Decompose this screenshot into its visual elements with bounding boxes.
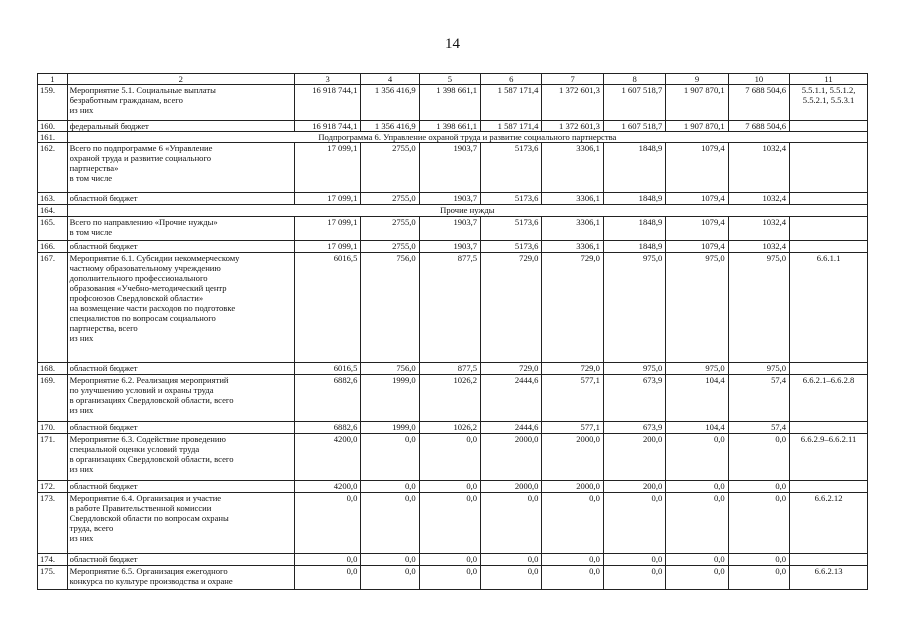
- amount-cell: 1 907 870,1: [666, 121, 728, 132]
- row-number: 161.: [38, 132, 68, 143]
- description-line: Мероприятие 6.4. Организация и участие: [69, 493, 222, 503]
- amount-cell: 0,0: [666, 493, 728, 554]
- amount-cell: 3306,1: [542, 241, 603, 253]
- description-line: Всего по подпрограмме 6 «Управление: [69, 143, 213, 153]
- description-line: из них: [69, 533, 94, 543]
- amount-cell: 1032,4: [728, 143, 789, 193]
- column-number: 11: [790, 74, 868, 85]
- amount-cell: 0,0: [481, 493, 542, 554]
- amount-cell: 17 099,1: [294, 193, 361, 205]
- amount-cell: 0,0: [361, 434, 419, 481]
- description-line: областной бюджет: [69, 193, 138, 203]
- amount-cell: 2755,0: [361, 217, 419, 241]
- amount-cell: 3306,1: [542, 143, 603, 193]
- amount-cell: 200,0: [603, 481, 665, 493]
- amount-cell: 1026,2: [419, 375, 480, 422]
- amount-cell: 729,0: [481, 363, 542, 375]
- amount-cell: 3306,1: [542, 217, 603, 241]
- amount-cell: 1999,0: [361, 375, 419, 422]
- amount-cell: 17 099,1: [294, 143, 361, 193]
- description-line: Мероприятие 6.3. Содействие проведению: [69, 434, 226, 444]
- amount-cell: 0,0: [728, 493, 789, 554]
- amount-cell: 3306,1: [542, 193, 603, 205]
- amount-cell: 756,0: [361, 363, 419, 375]
- column-number: 2: [67, 74, 294, 85]
- row-description: [67, 193, 294, 205]
- table-row: [38, 422, 868, 434]
- amount-cell: 0,0: [419, 554, 480, 566]
- description-line: образования «Учебно-методический центр: [69, 283, 227, 293]
- column-number: 9: [666, 74, 728, 85]
- description-line: областной бюджет: [69, 241, 138, 251]
- amount-cell: 0,0: [666, 481, 728, 493]
- amount-cell: 729,0: [481, 253, 542, 363]
- amount-cell: 2000,0: [481, 481, 542, 493]
- target-indicator-ref: [790, 253, 868, 363]
- amount-cell: 17 099,1: [294, 241, 361, 253]
- description-line: областной бюджет: [69, 422, 138, 432]
- row-number: 167.: [38, 253, 68, 363]
- amount-cell: 1 356 416,9: [361, 85, 419, 121]
- amount-cell: 5173,6: [481, 241, 542, 253]
- amount-cell: 6016,5: [294, 363, 361, 375]
- description-line: по улучшению условий и охраны труда: [69, 385, 214, 395]
- target-indicator-ref: [790, 193, 868, 205]
- row-description: [67, 85, 294, 121]
- amount-cell: 0,0: [361, 481, 419, 493]
- description-line: Мероприятие 6.2. Реализация мероприятий: [69, 375, 229, 385]
- description-line: областной бюджет: [69, 481, 138, 491]
- column-number: 4: [361, 74, 419, 85]
- amount-cell: 0,0: [419, 481, 480, 493]
- amount-cell: 577,1: [542, 375, 603, 422]
- column-number: 5: [419, 74, 480, 85]
- amount-cell: 0,0: [603, 566, 665, 590]
- target-indicator-ref: [790, 143, 868, 193]
- target-indicator-ref: [790, 121, 868, 132]
- description-line: областной бюджет: [69, 363, 138, 373]
- row-description: [67, 121, 294, 132]
- amount-cell: 1903,7: [419, 217, 480, 241]
- description-line: из них: [69, 405, 94, 415]
- amount-cell: 1903,7: [419, 193, 480, 205]
- ref-line: 6.6.2.12: [814, 493, 843, 503]
- description-line: партнерства, всего: [69, 323, 138, 333]
- description-line: Всего по направлению «Прочие нужды»: [69, 217, 218, 227]
- ref-line: 6.6.2.9–6.6.2.11: [800, 434, 857, 444]
- amount-cell: 2755,0: [361, 241, 419, 253]
- amount-cell: 0,0: [603, 493, 665, 554]
- amount-cell: 1999,0: [361, 422, 419, 434]
- table-row: [38, 143, 868, 193]
- amount-cell: 0,0: [419, 434, 480, 481]
- target-indicator-ref: [790, 434, 868, 481]
- amount-cell: 1 372 601,3: [542, 85, 603, 121]
- amount-cell: 0,0: [666, 434, 728, 481]
- amount-cell: 1 587 171,4: [481, 85, 542, 121]
- description-line: Мероприятие 5.1. Социальные выплаты: [69, 85, 216, 95]
- table-row: [38, 193, 868, 205]
- table-row: [38, 363, 868, 375]
- amount-cell: 104,4: [666, 422, 728, 434]
- amount-cell: 975,0: [603, 253, 665, 363]
- row-number: 172.: [38, 481, 68, 493]
- amount-cell: 877,5: [419, 363, 480, 375]
- table-row: [38, 85, 868, 121]
- description-line: в организациях Свердловской области, всего: [69, 395, 234, 405]
- amount-cell: 673,9: [603, 422, 665, 434]
- amount-cell: 577,1: [542, 422, 603, 434]
- amount-cell: 0,0: [294, 493, 361, 554]
- target-indicator-ref: [790, 241, 868, 253]
- amount-cell: 975,0: [666, 253, 728, 363]
- amount-cell: 1 607 518,7: [603, 121, 665, 132]
- amount-cell: 57,4: [728, 375, 789, 422]
- table-row: [38, 241, 868, 253]
- amount-cell: 6882,6: [294, 375, 361, 422]
- description-line: партнерства»: [69, 163, 119, 173]
- row-number: 162.: [38, 143, 68, 193]
- row-number: 169.: [38, 375, 68, 422]
- column-number: 1: [38, 74, 68, 85]
- table-row: [38, 434, 868, 481]
- amount-cell: 1848,9: [603, 217, 665, 241]
- row-description: [67, 217, 294, 241]
- amount-cell: 0,0: [481, 566, 542, 590]
- table-row: [38, 554, 868, 566]
- amount-cell: 2000,0: [481, 434, 542, 481]
- row-description: [67, 554, 294, 566]
- section-row: [38, 205, 868, 217]
- description-line: в работе Правительственной комиссии: [69, 503, 212, 513]
- amount-cell: 1848,9: [603, 193, 665, 205]
- amount-cell: 0,0: [728, 566, 789, 590]
- column-number: 3: [294, 74, 361, 85]
- amount-cell: 0,0: [542, 554, 603, 566]
- amount-cell: 5173,6: [481, 193, 542, 205]
- amount-cell: 0,0: [419, 493, 480, 554]
- target-indicator-ref: [790, 493, 868, 554]
- description-line: из них: [69, 105, 94, 115]
- description-line: труда, всего: [69, 523, 114, 533]
- amount-cell: 877,5: [419, 253, 480, 363]
- row-number: 171.: [38, 434, 68, 481]
- row-description: [67, 481, 294, 493]
- description-line: на возмещение части расходов по подготовке: [69, 303, 236, 313]
- row-description: [67, 363, 294, 375]
- amount-cell: 57,4: [728, 422, 789, 434]
- table-row: [38, 493, 868, 554]
- description-line: федеральный бюджет: [69, 121, 149, 131]
- description-line: в организациях Свердловской области, всего: [69, 454, 234, 464]
- amount-cell: 2755,0: [361, 193, 419, 205]
- amount-cell: 0,0: [603, 554, 665, 566]
- amount-cell: 1032,4: [728, 193, 789, 205]
- row-number: 159.: [38, 85, 68, 121]
- amount-cell: 2444,6: [481, 375, 542, 422]
- amount-cell: 0,0: [666, 554, 728, 566]
- target-indicator-ref: [790, 554, 868, 566]
- amount-cell: 1 587 171,4: [481, 121, 542, 132]
- amount-cell: 0,0: [542, 566, 603, 590]
- section-title: Подпрограмма 6. Управление охраной труда и развитие социального партнерства: [67, 132, 867, 143]
- amount-cell: 6016,5: [294, 253, 361, 363]
- amount-cell: 0,0: [419, 566, 480, 590]
- ref-line: 5.5.1.1, 5.5.1.2,: [801, 85, 856, 95]
- column-number: 8: [603, 74, 665, 85]
- amount-cell: 1079,4: [666, 241, 728, 253]
- row-number: 173.: [38, 493, 68, 554]
- row-number: 163.: [38, 193, 68, 205]
- amount-cell: 16 918 744,1: [294, 85, 361, 121]
- amount-cell: 0,0: [666, 566, 728, 590]
- row-number: 160.: [38, 121, 68, 132]
- amount-cell: 0,0: [361, 554, 419, 566]
- amount-cell: 0,0: [728, 481, 789, 493]
- amount-cell: 4200,0: [294, 481, 361, 493]
- row-description: [67, 493, 294, 554]
- row-number: 175.: [38, 566, 68, 590]
- row-number: 170.: [38, 422, 68, 434]
- column-number: 7: [542, 74, 603, 85]
- amount-cell: 4200,0: [294, 434, 361, 481]
- amount-cell: 5173,6: [481, 217, 542, 241]
- description-line: Мероприятие 6.1. Субсидии некоммерческому: [69, 253, 240, 263]
- ref-line: 5.5.2.1, 5.5.3.1: [802, 95, 855, 105]
- target-indicator-ref: [790, 481, 868, 493]
- amount-cell: 673,9: [603, 375, 665, 422]
- target-indicator-ref: [790, 217, 868, 241]
- column-number-row: [38, 74, 868, 85]
- amount-cell: 2755,0: [361, 143, 419, 193]
- description-line: конкурса по культуре производства и охране: [69, 576, 233, 586]
- amount-cell: 2000,0: [542, 481, 603, 493]
- target-indicator-ref: [790, 363, 868, 375]
- description-line: в том числе: [69, 227, 113, 237]
- description-line: Свердловской области по вопросам охраны: [69, 513, 229, 523]
- amount-cell: 975,0: [728, 253, 789, 363]
- description-line: специальной оценки условий труда: [69, 444, 200, 454]
- amount-cell: 0,0: [361, 566, 419, 590]
- table-row: [38, 566, 868, 590]
- amount-cell: 0,0: [542, 493, 603, 554]
- amount-cell: 1 398 661,1: [419, 121, 480, 132]
- description-line: Мероприятие 6.5. Организация ежегодного: [69, 566, 228, 576]
- amount-cell: 1903,7: [419, 143, 480, 193]
- description-line: специалистов по вопросам социального: [69, 313, 216, 323]
- amount-cell: 1 607 518,7: [603, 85, 665, 121]
- amount-cell: 0,0: [294, 554, 361, 566]
- amount-cell: 6882,6: [294, 422, 361, 434]
- table-row: [38, 217, 868, 241]
- amount-cell: 1079,4: [666, 193, 728, 205]
- amount-cell: 1848,9: [603, 143, 665, 193]
- target-indicator-ref: [790, 422, 868, 434]
- row-number: 168.: [38, 363, 68, 375]
- program-financing-table: [37, 73, 868, 590]
- amount-cell: 0,0: [294, 566, 361, 590]
- target-indicator-ref: [790, 566, 868, 590]
- ref-line: 6.6.2.13: [814, 566, 843, 576]
- amount-cell: 975,0: [728, 363, 789, 375]
- section-row: [38, 132, 868, 143]
- amount-cell: 1079,4: [666, 143, 728, 193]
- amount-cell: 0,0: [361, 493, 419, 554]
- row-description: [67, 253, 294, 363]
- description-line: из них: [69, 464, 94, 474]
- amount-cell: 2444,6: [481, 422, 542, 434]
- amount-cell: 729,0: [542, 363, 603, 375]
- description-line: областной бюджет: [69, 554, 138, 564]
- description-line: безработным гражданам, всего: [69, 95, 183, 105]
- amount-cell: 975,0: [603, 363, 665, 375]
- target-indicator-ref: [790, 85, 868, 121]
- row-number: 166.: [38, 241, 68, 253]
- amount-cell: 200,0: [603, 434, 665, 481]
- row-description: [67, 422, 294, 434]
- table-row: [38, 481, 868, 493]
- page-number: 14: [445, 36, 460, 52]
- amount-cell: 1032,4: [728, 217, 789, 241]
- target-indicator-ref: [790, 375, 868, 422]
- row-number: 165.: [38, 217, 68, 241]
- ref-line: 6.6.1.1: [816, 253, 841, 263]
- amount-cell: 16 918 744,1: [294, 121, 361, 132]
- row-number: 164.: [38, 205, 68, 217]
- amount-cell: 7 688 504,6: [728, 121, 789, 132]
- section-title: Прочие нужды: [67, 205, 867, 217]
- table-row: [38, 121, 868, 132]
- amount-cell: 1026,2: [419, 422, 480, 434]
- description-line: частному образовательному учреждению: [69, 263, 221, 273]
- amount-cell: 0,0: [728, 554, 789, 566]
- amount-cell: 0,0: [481, 554, 542, 566]
- description-line: профсоюзов Свердловской области»: [69, 293, 204, 303]
- table-row: [38, 253, 868, 363]
- column-number: 10: [728, 74, 789, 85]
- amount-cell: 1 372 601,3: [542, 121, 603, 132]
- amount-cell: 1 398 661,1: [419, 85, 480, 121]
- row-description: [67, 566, 294, 590]
- row-description: [67, 143, 294, 193]
- table-row: [38, 375, 868, 422]
- ref-line: 6.6.2.1–6.6.2.8: [802, 375, 855, 385]
- amount-cell: 1848,9: [603, 241, 665, 253]
- row-description: [67, 434, 294, 481]
- amount-cell: 2000,0: [542, 434, 603, 481]
- amount-cell: 104,4: [666, 375, 728, 422]
- amount-cell: 17 099,1: [294, 217, 361, 241]
- amount-cell: 7 688 504,6: [728, 85, 789, 121]
- row-description: [67, 241, 294, 253]
- amount-cell: 729,0: [542, 253, 603, 363]
- description-line: из них: [69, 333, 94, 343]
- description-line: охраной труда и развитие социального: [69, 153, 212, 163]
- amount-cell: 975,0: [666, 363, 728, 375]
- amount-cell: 1032,4: [728, 241, 789, 253]
- amount-cell: 1 356 416,9: [361, 121, 419, 132]
- row-number: 174.: [38, 554, 68, 566]
- amount-cell: 1079,4: [666, 217, 728, 241]
- amount-cell: 1 907 870,1: [666, 85, 728, 121]
- amount-cell: 756,0: [361, 253, 419, 363]
- amount-cell: 1903,7: [419, 241, 480, 253]
- amount-cell: 5173,6: [481, 143, 542, 193]
- row-description: [67, 375, 294, 422]
- description-line: дополнительного профессионального: [69, 273, 208, 283]
- description-line: в том числе: [69, 173, 113, 183]
- amount-cell: 0,0: [728, 434, 789, 481]
- column-number: 6: [481, 74, 542, 85]
